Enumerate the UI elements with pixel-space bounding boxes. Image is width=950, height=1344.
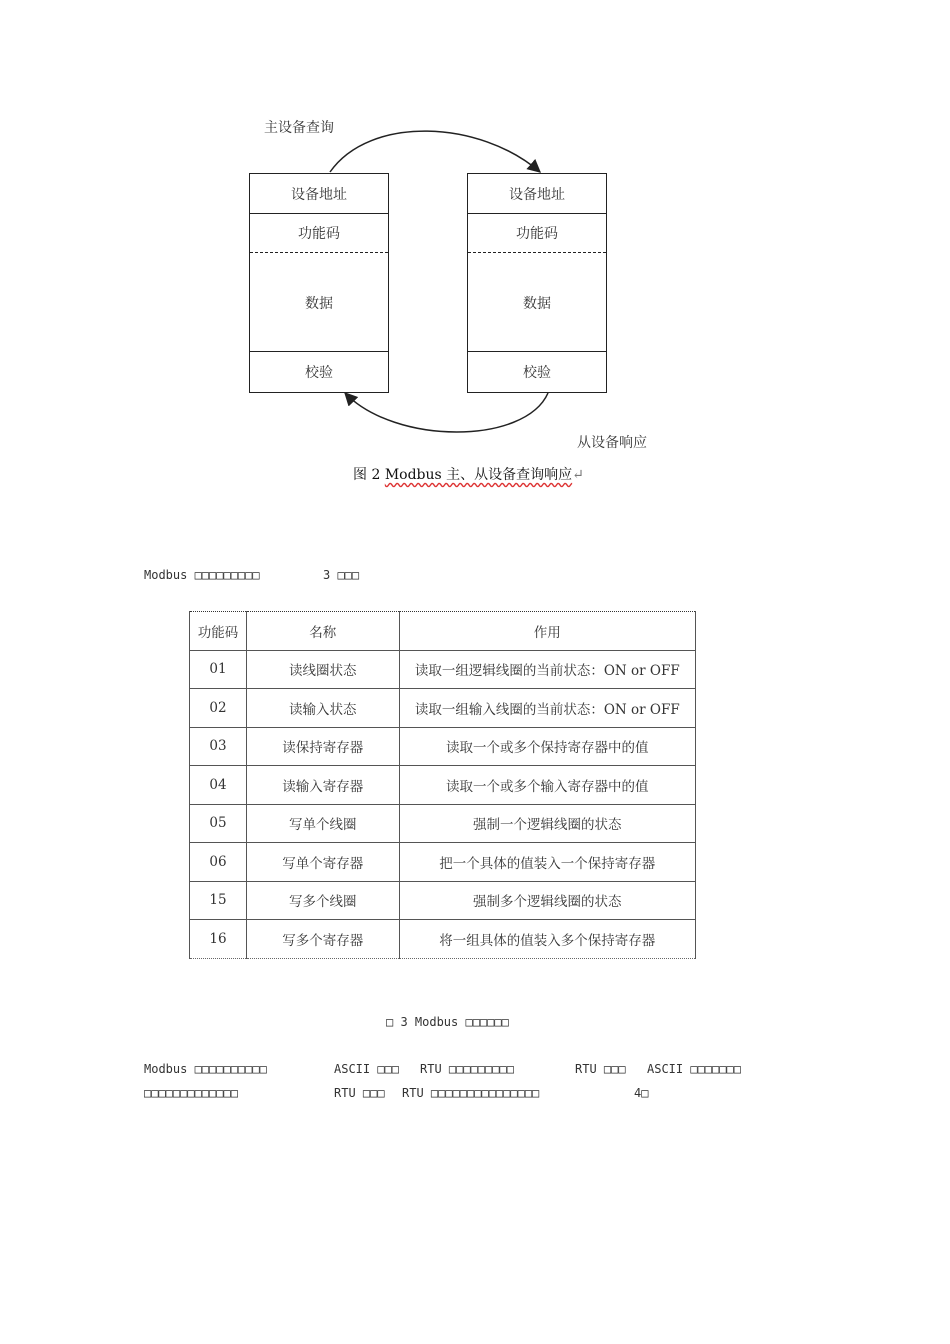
paragraph-2-line1-seg5: ASCII □□□□□□□ [647,1062,741,1076]
cell-purpose: 读取一个或多个保持寄存器中的值 [399,727,695,766]
frame-data: 数据 [250,254,388,352]
paragraph-2-line2-seg2: RTU □□□ [334,1086,385,1100]
cell-name: 写多个线圈 [246,881,399,920]
paragraph-1-right: 3 □□□ [323,568,360,582]
table-row [190,843,696,882]
paragraph-2-line1-seg2: ASCII □□□ [334,1062,400,1076]
cell-name: 读线圈状态 [246,650,399,689]
cell-name: 读输入状态 [246,689,399,728]
frame-address: 设备地址 [250,174,388,214]
function-code-table [189,611,696,959]
master-frame [249,173,389,393]
cell-code: 04 [190,766,247,805]
cell-name: 读输入寄存器 [246,766,399,805]
frame-checksum: 校验 [523,365,551,381]
query-label: 主设备查询 [264,120,334,136]
slave-frame [467,173,607,393]
cell-purpose: 读取一个或多个输入寄存器中的值 [399,766,695,805]
cell-name: 读保持寄存器 [246,727,399,766]
paragraph-2-line1-seg1: Modbus □□□□□□□□□□ [144,1062,267,1076]
cell-purpose: 读取一组逻辑线圈的当前状态：ON or OFF [399,650,695,689]
header-function-code: 功能码 [190,612,247,651]
table-row [190,766,696,805]
cell-purpose: 将一组具体的值装入多个保持寄存器 [399,920,695,959]
frame-checksum: 校验 [305,365,333,381]
frame-function-code: 功能码 [250,214,388,253]
cell-name: 写多个寄存器 [246,920,399,959]
table-caption: □ 3 Modbus □□□□□□ [386,1015,509,1029]
frame-function-code: 功能码 [468,214,606,253]
header-name: 名称 [246,612,399,651]
header-purpose: 作用 [399,612,695,651]
cell-code: 01 [190,650,247,689]
cell-code: 16 [190,920,247,959]
query-arrow [330,131,540,172]
cell-code: 02 [190,689,247,728]
paragraph-2-line1-seg3: RTU □□□□□□□□□ [420,1062,514,1076]
cell-code: 05 [190,804,247,843]
paragraph-2-line2-seg3: RTU □□□□□□□□□□□□□□□ [402,1086,540,1100]
cell-name: 写单个寄存器 [246,843,399,882]
paragraph-2-line2-seg4: 4□ [634,1086,649,1100]
table-row [190,650,696,689]
table-row [190,920,696,959]
table-row [190,881,696,920]
cell-name: 写单个线圈 [246,804,399,843]
frame-data: 数据 [468,254,606,352]
frame-address: 设备地址 [468,174,606,214]
response-arrow [345,393,548,432]
cell-code: 06 [190,843,247,882]
figure-caption [353,464,584,484]
paragraph-2-line2-seg1: □□□□□□□□□□□□□ [144,1086,238,1100]
table-row [190,727,696,766]
paragraph-2-line1-seg4: RTU □□□ [575,1062,626,1076]
cell-purpose: 读取一组输入线圈的当前状态：ON or OFF [399,689,695,728]
figure-caption-text: Modbus 主、从设备查询响应 [384,467,573,483]
table-header-row [190,612,696,651]
cell-code: 15 [190,881,247,920]
cell-code: 03 [190,727,247,766]
cell-purpose: 强制多个逻辑线圈的状态 [399,881,695,920]
table-row [190,804,696,843]
response-label: 从设备响应 [577,435,647,451]
cell-purpose: 强制一个逻辑线圈的状态 [399,804,695,843]
table-row [190,689,696,728]
paragraph-1-left: Modbus □□□□□□□□□ [144,568,260,582]
cell-purpose: 把一个具体的值装入一个保持寄存器 [399,843,695,882]
figure-caption-prefix: 图 2 [353,467,385,483]
paragraph-mark: ↵ [572,467,584,483]
